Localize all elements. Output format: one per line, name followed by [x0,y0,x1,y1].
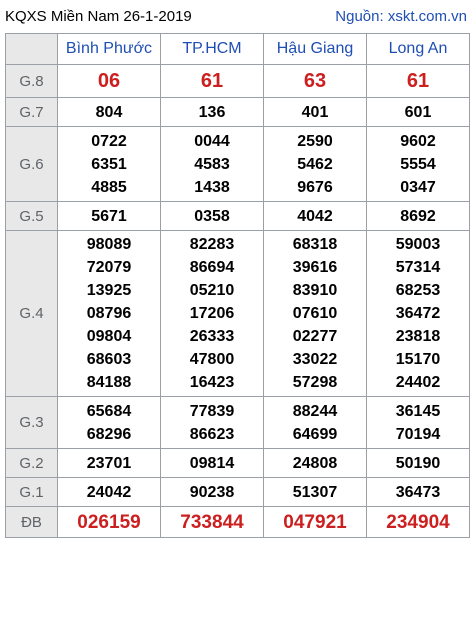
prize-number: 61 [406,69,430,92]
prize-label: G.6 [6,127,58,202]
prize-cell [58,65,161,98]
prize-number: 17206 [189,305,235,322]
prize-cell [264,65,367,98]
province-header[interactable]: Bình Phước [58,34,161,65]
prize-cell [161,202,264,231]
prize-row [6,507,470,538]
prize-row [6,449,470,478]
prize-number: 601 [404,103,432,121]
prize-number: 72079 [86,259,132,276]
province-header[interactable]: Long An [367,34,470,65]
prize-number: 65684 [86,402,132,420]
prize-label: ĐB [6,507,58,538]
prize-number: 02277 [292,328,338,345]
prize-row [6,98,470,127]
prize-number: 63 [303,69,327,92]
prize-cell [58,231,161,397]
prize-cell [58,202,161,231]
prize-label: G.3 [6,397,58,449]
prize-number: 90238 [189,483,235,501]
prize-cell [367,397,470,449]
prize-cell [367,449,470,478]
corner-cell [6,34,58,65]
prize-number: 36145 [395,402,441,420]
prize-cell [264,397,367,449]
prize-label: G.4 [6,231,58,397]
prize-cell [58,127,161,202]
source-link[interactable]: Nguồn: xskt.com.vn [335,8,467,25]
prize-number: 98089 [86,236,132,253]
prize-label: G.2 [6,449,58,478]
prize-number: 0044 [194,132,230,150]
prize-number: 06 [97,69,121,92]
prize-number: 0358 [194,207,230,225]
prize-number: 136 [198,103,226,121]
prize-number: 39616 [292,259,338,276]
prize-number: 83910 [292,282,338,299]
prize-number: 24042 [86,483,132,501]
prize-number: 047921 [283,511,347,533]
province-header-row [6,34,470,65]
top-bar [5,0,469,33]
prize-number: 68296 [86,425,132,443]
prize-cell [264,478,367,507]
prize-cell [161,507,264,538]
prize-number: 5462 [297,155,333,173]
prize-number: 15170 [395,351,441,368]
prize-number: 50190 [395,454,441,472]
prize-cell [161,127,264,202]
prize-cell [367,478,470,507]
prize-cell [161,397,264,449]
prize-number: 47800 [189,351,235,368]
prize-number: 4042 [297,207,333,225]
prize-cell [161,98,264,127]
prize-label: G.1 [6,478,58,507]
prize-number: 68603 [86,351,132,368]
prize-number: 86694 [189,259,235,276]
prize-number: 77839 [189,402,235,420]
prize-cell [264,231,367,397]
prize-number: 09814 [189,454,235,472]
prize-number: 9602 [400,132,436,150]
prize-cell [264,202,367,231]
prize-cell [367,231,470,397]
prize-row [6,397,470,449]
prize-cell [367,202,470,231]
prize-number: 33022 [292,351,338,368]
prize-number: 05210 [189,282,235,299]
prize-number: 9676 [297,178,333,196]
prize-number: 23701 [86,454,132,472]
prize-number: 4885 [91,178,127,196]
prize-row [6,65,470,98]
prize-number: 59003 [395,236,441,253]
prize-number: 86623 [189,425,235,443]
prize-number: 1438 [194,178,230,196]
prize-number: 234904 [386,511,450,533]
prize-cell [367,507,470,538]
prize-number: 26333 [189,328,235,345]
prize-number: 70194 [395,425,441,443]
prize-cell [58,449,161,478]
prize-number: 36473 [395,483,441,501]
prize-number: 57314 [395,259,441,276]
prize-number: 82283 [189,236,235,253]
prize-cell [264,98,367,127]
province-header[interactable]: TP.HCM [161,34,264,65]
prize-number: 5671 [91,207,127,225]
prize-number: 68318 [292,236,338,253]
prize-cell [264,449,367,478]
prize-cell [367,98,470,127]
prize-number: 5554 [400,155,436,173]
prize-number: 4583 [194,155,230,173]
prize-number: 68253 [395,282,441,299]
prize-cell [161,449,264,478]
prize-number: 64699 [292,425,338,443]
prize-cell [367,65,470,98]
results-container [5,0,469,538]
prize-number: 24402 [395,374,441,391]
results-table [5,33,470,538]
prize-number: 24808 [292,454,338,472]
prize-row [6,478,470,507]
prize-cell [367,127,470,202]
prize-label: G.8 [6,65,58,98]
prize-cell [161,478,264,507]
prize-cell [264,507,367,538]
province-header[interactable]: Hậu Giang [264,34,367,65]
prize-number: 401 [301,103,329,121]
page-title: KQXS Miền Nam 26-1-2019 [5,8,192,25]
prize-cell [264,127,367,202]
prize-number: 2590 [297,132,333,150]
prize-label: G.5 [6,202,58,231]
prize-number: 026159 [77,511,141,533]
prize-number: 07610 [292,305,338,322]
prize-number: 61 [200,69,224,92]
results-body [6,65,470,538]
prize-row [6,231,470,397]
prize-row [6,202,470,231]
prize-label: G.7 [6,98,58,127]
prize-cell [161,231,264,397]
prize-cell [58,98,161,127]
prize-number: 09804 [86,328,132,345]
prize-cell [58,507,161,538]
prize-cell [161,65,264,98]
prize-number: 16423 [189,374,235,391]
prize-number: 84188 [86,374,132,391]
prize-number: 23818 [395,328,441,345]
prize-row [6,127,470,202]
prize-cell [58,397,161,449]
prize-number: 804 [95,103,123,121]
prize-number: 36472 [395,305,441,322]
prize-number: 57298 [292,374,338,391]
prize-number: 13925 [86,282,132,299]
prize-number: 88244 [292,402,338,420]
prize-number: 08796 [86,305,132,322]
prize-number: 733844 [180,511,244,533]
prize-number: 51307 [292,483,338,501]
prize-number: 0347 [400,178,436,196]
prize-number: 6351 [91,155,127,173]
prize-number: 8692 [400,207,436,225]
prize-cell [58,478,161,507]
prize-number: 0722 [91,132,127,150]
